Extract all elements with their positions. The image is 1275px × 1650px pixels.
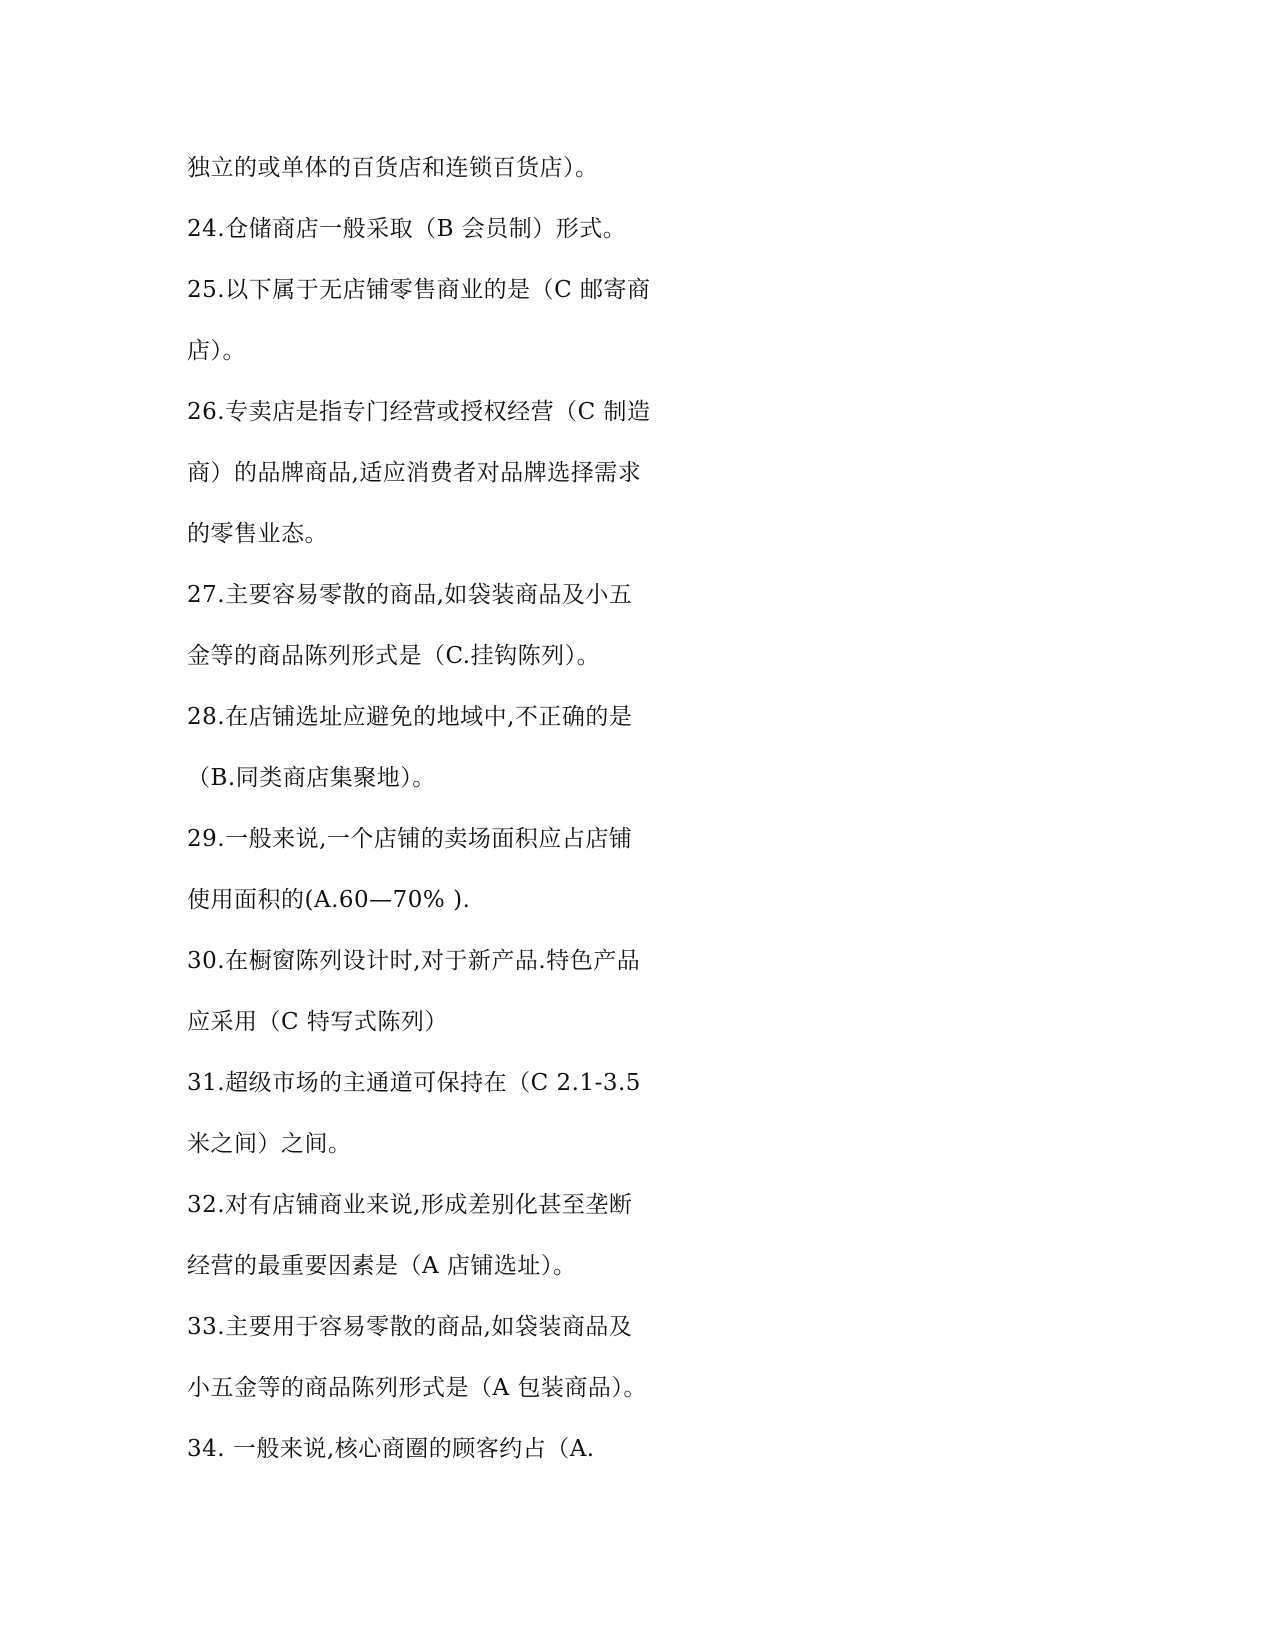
text-line: 商）的品牌商品,适应消费者对品牌选择需求 <box>187 460 642 486</box>
text-line: 30.在橱窗陈列设计时,对于新产品.特色产品 <box>187 948 641 974</box>
document-body <box>187 138 707 1480</box>
text-line: 应采用（C 特写式陈列） <box>187 1009 448 1035</box>
text-line: 32.对有店铺商业来说,形成差别化甚至垄断 <box>187 1192 633 1218</box>
text-line: 独立的或单体的百货店和连锁百货店）。 <box>187 155 599 181</box>
text-line: 使用面积的(A.60—70% ). <box>187 887 471 913</box>
text-line: 34. 一般来说,核心商圈的顾客约占（A. <box>187 1436 595 1462</box>
text-line: 米之间）之间。 <box>187 1131 352 1157</box>
text-line: 33.主要用于容易零散的商品,如袋装商品及 <box>187 1314 633 1340</box>
text-line: 24.仓储商店一般采取（B 会员制）形式。 <box>187 216 627 242</box>
text-line: 经营的最重要因素是（A 店铺选址）。 <box>187 1253 577 1279</box>
text-line: 25.以下属于无店铺零售商业的是（C 邮寄商 <box>187 277 651 303</box>
text-line: 29.一般来说,一个店铺的卖场面积应占店铺 <box>187 826 633 852</box>
text-line: 店）。 <box>187 338 246 364</box>
text-line: 26.专卖店是指专门经营或授权经营（C 制造 <box>187 399 651 425</box>
text-line: （B.同类商店集聚地）。 <box>187 765 436 791</box>
text-line: 28.在店铺选址应避免的地域中,不正确的是 <box>187 704 633 730</box>
text-line: 27.主要容易零散的商品,如袋装商品及小五 <box>187 582 633 608</box>
text-line: 小五金等的商品陈列形式是（A 包装商品）。 <box>187 1375 647 1401</box>
text-line: 31.超级市场的主通道可保持在（C 2.1-3.5 <box>187 1070 641 1096</box>
text-line: 的零售业态。 <box>187 521 328 547</box>
text-line: 金等的商品陈列形式是（C.挂钩陈列）。 <box>187 643 601 669</box>
